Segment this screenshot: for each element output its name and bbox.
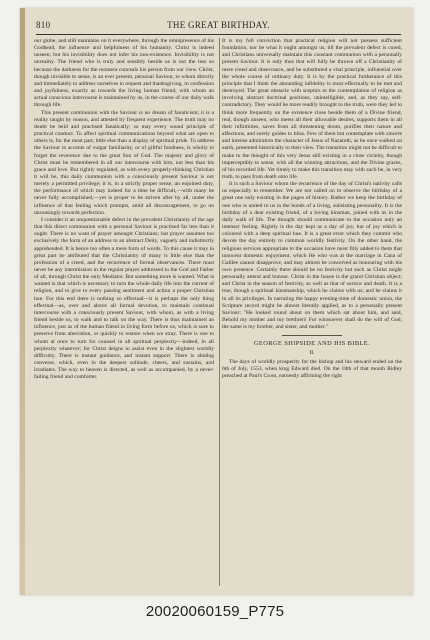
paragraph: It is such a Saviour whom the recurrence of the day of Christ's nativity calls us especially to remember. We are not called on to observe the birthday of a great one only existing in the pages of history. Rather we keep the birthday of one who is united to us in the bonds of a living, subsisting personality. It is the birthday of a dear existing friend, of a loving kinsman, joined with us in the daily walk of life. The thought should communicate to the occasion only an intenser feeling. Rightly is the day kept as a day of joy, but of joy which is coloured with a deep spiritual hue. It is a great error which they commit who devote the day entirely to common worldly festivity. On the other hand, the religious services appropriate to the occasion have most fitly added to them that innocent domestic enjoyment, which He who was at the marriage in Cana of Galilee cannot disapprove, and may almost be conceived as honouring with his own presence. Certainly there should be no festivity but such as Christ might personally attend and honour. Christ in the house is the grand Christian object; and Christ in the season of festivity, as well as that of sorrow and death. It is a true, though a spiritual kinsmanship, which he claims with us; and he claims it in all its privileges. In narrating the happy evening-time of domestic union, the Scripture record might be almost literally applied, as to a personally present Saviour: "He looked round about on them which sat about him, and said, Behold my mother and my brethren! For whosoever shall do the will of God, the same is my brother, and sister, and mother." [222,181,402,331]
page-header [36,20,401,32]
right-column [222,38,402,590]
paragraph: It is my full conviction that practical religion will not possess sufficient foundation, nor be what it ought amongst us, till the prevalent defect is cured, and Christians universally maintain this constant communion with a personally present Saviour. It is only thus that will fully be thrown off a Christianity of mere creed and observance, and be substituted a vital principle, influential over the whole course of ordinary duty. It is by the practical furtherance of this principle that I think the abounding infidelity is most effectually to be met and destroyed. The great obstacle with sceptics to the contemplation of religion as involving abstract doctrinal positions, unintelligible, and, as they say, self-contradictory. They would be more readily brought to the truth, were they led to think more frequently on the existence close beside them of a Divine friend, real, though unseen, who meets all their allowable desires, supports them in all their infirmities, saves from all threatening doom, purifies their nature and affections, and surely guides to bliss. Few of them but contemplate with sincere and intense admiration the character of Jesus of Nazareth, as he once walked on earth, presented historically to their view. The transition might not be difficult to make to the thought of this very Jesus still existing in a close vicinity, though imperceptibly to sense, with all the winning attractions, and the Divine graces, of his recorded life. Yet timely to make this transition may with such be, in very truth, to pass from death unto life. [222,38,402,180]
paragraph: The days of worldly prosperity for the bishop and his steward ended on the 6th of July, 1553, when king Edward died. On the 18th of that month Ridley preached at Paul's Cross, earnestly affirming the right [222,358,402,380]
section-title: GEORGE SHIPSIDE AND HIS BIBLE. [253,340,371,348]
section-rule [282,335,342,336]
book-page [20,8,413,595]
left-column [34,38,214,590]
paragraph: This present communion with the Saviour is no dream of fanaticism; it is a reality taught by reason, and attested by frequent experience. The truth may no doubt be held and practised fanatically; so may every sound principle of practical conduct. To affect spiritual communications beyond what are open to others is, for the most part, little else than a display of spiritual pride. To address the Saviour in accents of vulgar familiarity, or of giftful fondness, is wholly to forget the reverence due to the great Son of God. The majesty and glory of Christ must be remembered in all our intercourse with him, not less than his grace and love. But rightly regulated, as with every properly-thinking Christian it will be, this daily communion with a consciously present Saviour is not merely a permitted privilege; it is, in a strictly proper sense, an enjoined duty, the performance of which may indeed for a time be difficult,—with many be never fully accomplished,—yet is proper to be striven after by all, under the influence of that feeling which prompts, amid all discouragement, to go on unceasingly towards perfection. [34,109,214,216]
running-title: THE GREAT BIRTHDAY. [167,20,270,30]
column-divider [219,38,220,586]
page-edge [20,8,25,595]
paragraph: I consider it an unquestionable defect in the prevalent Christianity of the age that this direct communion with a personal Saviour is practised far less than it ought. There is no want of prayer amongst Christians; but prayer assumes too exclusively the form of an address to an abstract Deity, vaguely and indistinctly apprehended. It is hence too often a mere form of words. To this cause it may in great part be attributed that the Christianity of many is little else than the profession of a creed, and the recurrence of formal observances. There must never be any intermission in the regular prayer addressed to the God and Father of all, through Christ the only Mediator. But something more is wanted. What is wanted is that which is necessary to turn the whole daily life into the current of religion, and to give to every passing sentiment and action a proper Christian hue. For this end there is nothing so effectual—it is perhaps the only thing effectual—as, over and above all formal devotion, to maintain continual intercourse with a consciously present Saviour, with whom, as with a living friend beside us, to walk and to talk on the way. There is thus maintained an influence, just as of the human friend in living form before us, which is sure to preserve from aberration, or quickly to restore when we stray. There is one to whom at once to turn for counsel in all spiritual perplexity—indeed, in all perplexity whatever; for Christ deigns to assist even in the slightest worldly difficulty. There is instant guidance, and instant support. There is abiding converse, which, even in the deepest solitude, cheers, and sustains, and irradiates. The way to heaven is directed, as well as accompanied, by a never-failing friend and comforter. [34,216,214,381]
page-number: 810 [36,20,51,30]
section-number: II. [309,349,315,356]
header-rule [36,34,401,35]
image-caption: 20020060159_P775 [145,603,285,620]
paragraph: our globe, and still maintains on it everywhere, through the omnipresence of his Godhead, the influence and helpfulness of his humanity. Christ is indeed unseen; but his invisibility does not infer his non-existence. Invisibility is not unreality. The friend who is truly and sensibly beside us is not the less so because the darkness for the moment conceals his person from our view. Christ, though invisible to sense, is an ever present, personal Saviour, to whom directly and immediately to address ourselves in request and thanksgiving, in confession and joyfulness, exactly as towards the living human friend, with whom an actual conscious intercourse is maintained by us, in the course of our daily walk through life. [34,38,214,109]
